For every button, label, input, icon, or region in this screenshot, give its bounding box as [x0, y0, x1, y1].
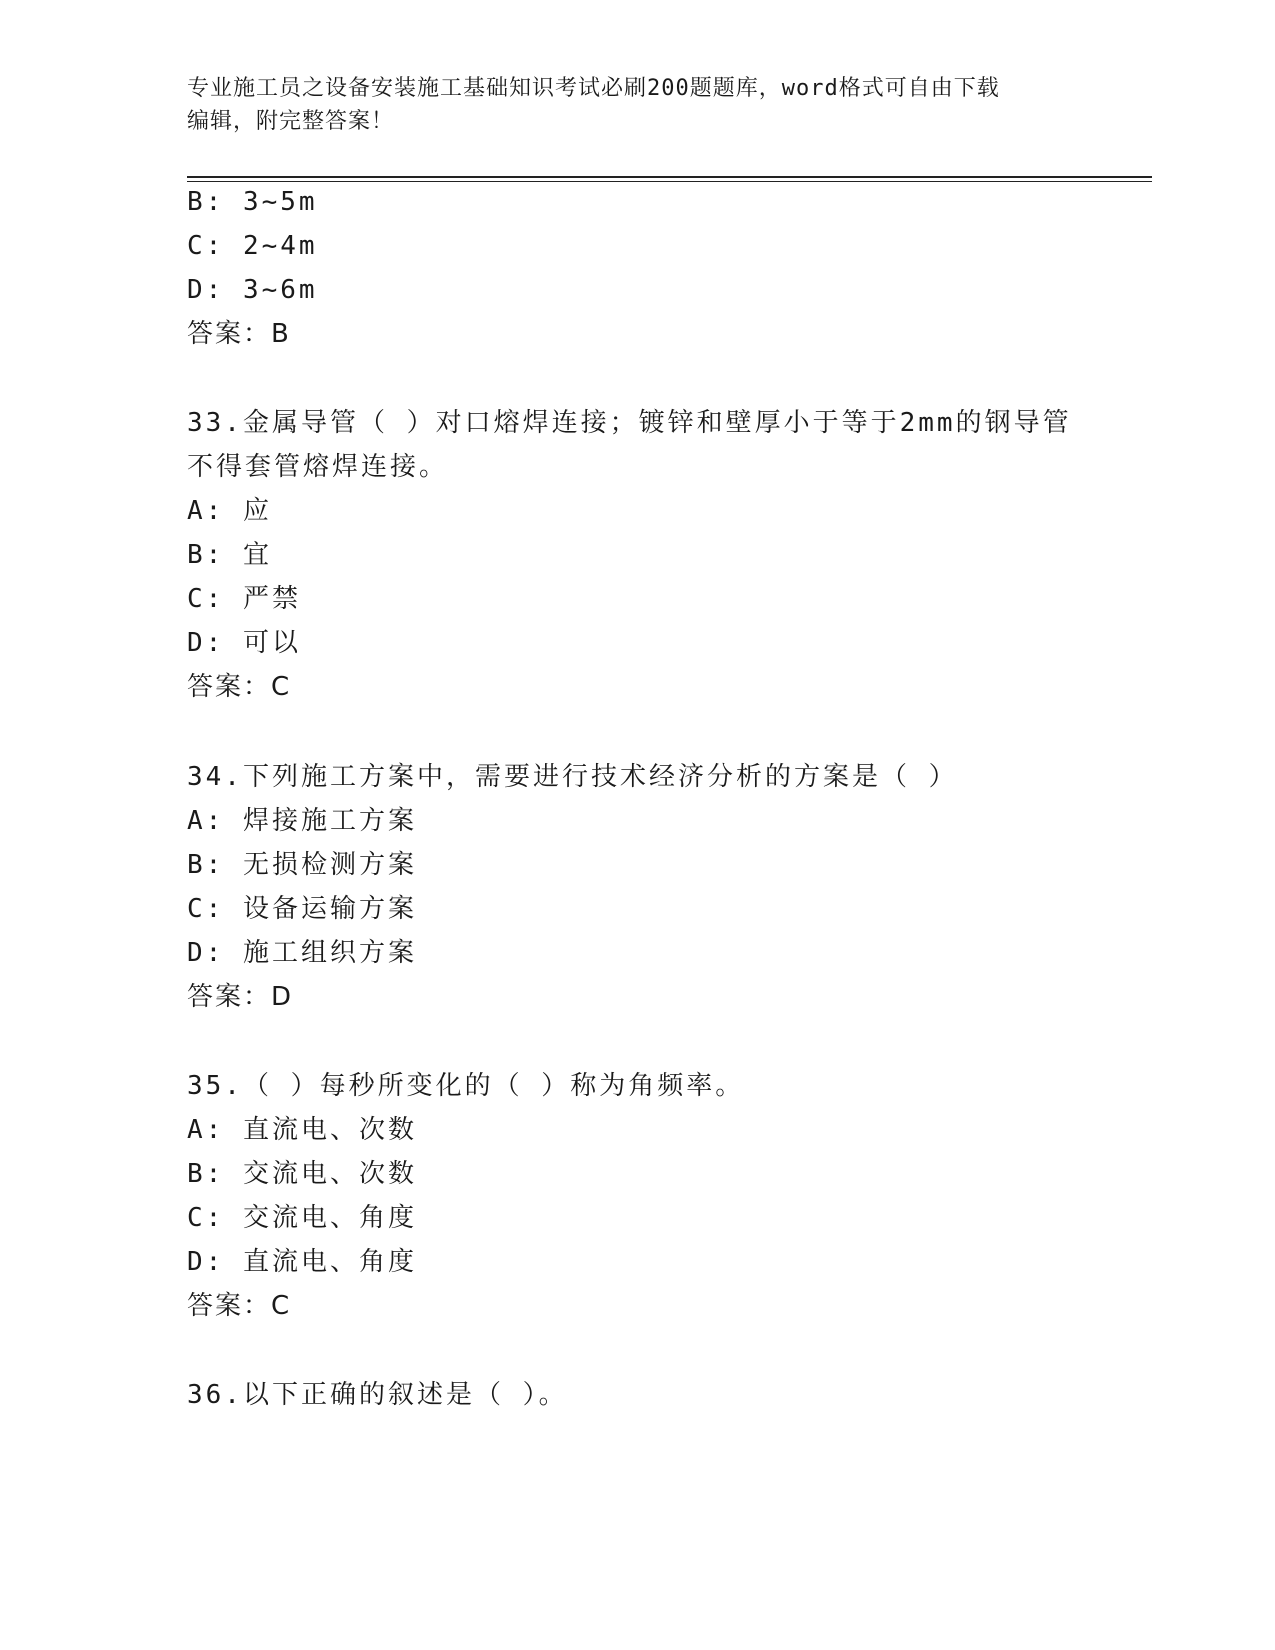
q35-stem: 35.（ ）每秒所变化的（ ）称为角频率。 — [187, 1071, 745, 1101]
q35-answer: 答案：C — [187, 1291, 292, 1321]
q34-option-a: A: 焊接施工方案 — [187, 806, 417, 836]
q33-option-a: A: 应 — [187, 496, 272, 526]
q33-stem-line-2: 不得套管熔焊连接。 — [187, 452, 449, 482]
q35-option-d: D: 直流电、角度 — [187, 1247, 417, 1277]
q35-option-b: B: 交流电、次数 — [187, 1159, 417, 1189]
header-rule-thin — [187, 181, 1152, 182]
q34-option-c: C: 设备运输方案 — [187, 894, 417, 924]
q33-option-d: D: 可以 — [187, 628, 301, 658]
q33-option-b: B: 宜 — [187, 540, 272, 570]
q35-option-a: A: 直流电、次数 — [187, 1115, 417, 1145]
q36-stem: 36.以下正确的叙述是（ ）。 — [187, 1380, 568, 1410]
q33-option-c: C: 严禁 — [187, 584, 301, 614]
q32-option-c: C: 2~4m — [187, 231, 318, 261]
q34-option-b: B: 无损检测方案 — [187, 850, 417, 880]
header-rule-thick — [187, 176, 1152, 178]
q34-stem: 34.下列施工方案中，需要进行技术经济分析的方案是（ ） — [187, 762, 958, 792]
q32-option-d: D: 3~6m — [187, 275, 318, 305]
q32-answer: 答案：B — [187, 319, 291, 349]
q33-answer: 答案：C — [187, 672, 292, 702]
q33-stem-line-1: 33.金属导管（ ）对口熔焊连接；镀锌和壁厚小于等于2mm的钢导管 — [187, 408, 1072, 438]
q35-option-c: C: 交流电、角度 — [187, 1203, 417, 1233]
document-header — [187, 72, 1067, 138]
q32-option-b: B: 3~5m — [187, 187, 318, 217]
q34-option-d: D: 施工组织方案 — [187, 938, 417, 968]
q34-answer: 答案：D — [187, 982, 294, 1012]
header-line-1: 专业施工员之设备安装施工基础知识考试必刷200题题库，word格式可自由下载 — [187, 76, 1000, 101]
header-line-2: 编辑，附完整答案！ — [187, 109, 395, 134]
